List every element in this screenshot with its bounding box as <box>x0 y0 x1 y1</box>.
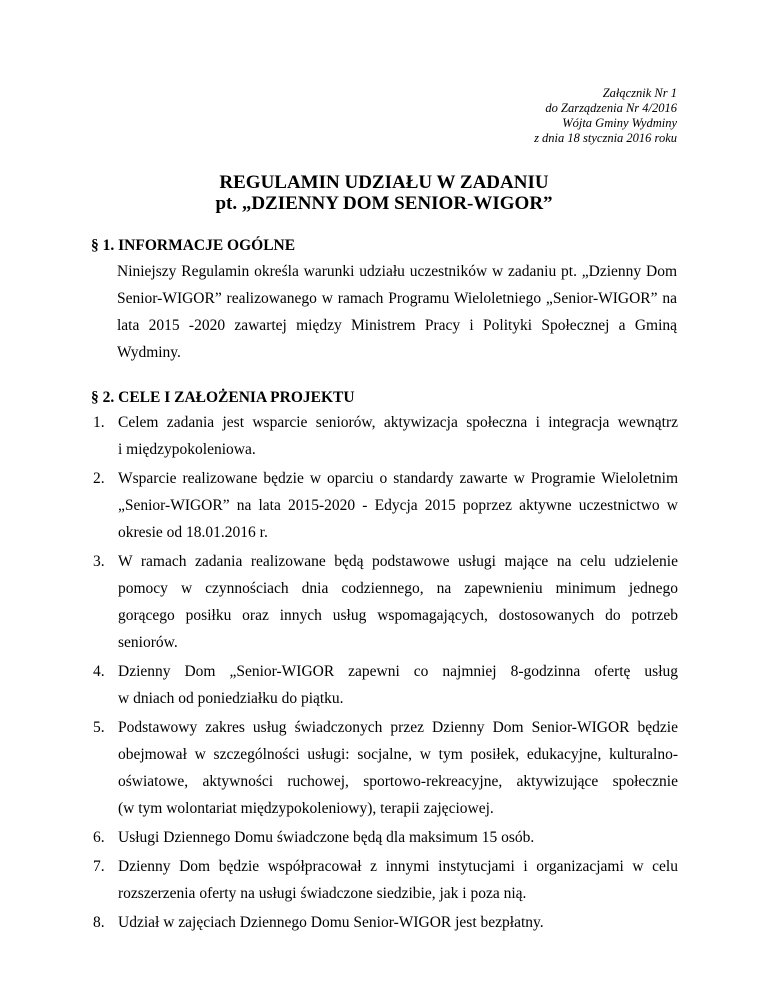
list-item-line: Udział w zajęciach Dziennego Domu Senior-WIGOR jest bezpłatny. <box>118 914 544 931</box>
list-item <box>91 409 678 463</box>
list-item <box>91 853 678 907</box>
list-item-number: 4. <box>93 663 105 680</box>
list-item <box>91 658 678 712</box>
list-item <box>91 548 678 656</box>
paragraph-line: Niniejszy Regulamin określa warunki udziału uczestników w zadaniu pt. „Dzienny Dom <box>117 263 677 280</box>
title-line: pt. „DZIENNY DOM SENIOR-WIGOR” <box>215 193 553 214</box>
list-item-line: Wsparcie realizowane będzie w oparciu o standardy zawarte w Programie Wieloletnim <box>118 470 678 487</box>
section-1-paragraph <box>117 258 677 366</box>
document-title <box>0 172 768 214</box>
section-2-heading: § 2. CELE I ZAŁOŻENIA PROJEKTU <box>91 389 355 406</box>
paragraph-line: Senior-WIGOR” realizowanego w ramach Programu Wieloletniego „Senior-WIGOR” na <box>117 290 677 307</box>
list-item-number: 5. <box>93 719 105 736</box>
list-item <box>91 909 678 936</box>
list-item-number: 1. <box>93 414 105 431</box>
paragraph-line: Wydminy. <box>117 344 181 361</box>
list-item-line: rozszerzenia oferty na usługi świadczone siedzibie, jak i poza nią. <box>118 885 527 902</box>
list-item-line: oświatowe, aktywności ruchowej, sportowo-rekreacyjne, aktywizujące społecznie <box>118 773 678 790</box>
annex-line: z dnia 18 stycznia 2016 roku <box>534 131 677 145</box>
section-2-list <box>91 409 678 938</box>
list-item-line: Celem zadania jest wsparcie seniorów, aktywizacja społeczna i integracja wewnątrz <box>118 414 678 431</box>
list-item-line: pomocy w czynnościach dnia codziennego, na zapewnieniu minimum jednego <box>118 580 678 597</box>
list-item <box>91 824 678 851</box>
list-item-line: gorącego posiłku oraz innych usług wspomagających, dostosowanych do potrzeb <box>118 607 678 624</box>
section-1-heading: § 1. INFORMACJE OGÓLNE <box>91 237 296 254</box>
list-item-line: seniorów. <box>118 634 178 651</box>
annex-note <box>534 86 677 146</box>
list-item-line: (w tym wolontariat międzypokoleniowy), terapii zajęciowej. <box>118 800 494 817</box>
list-item <box>91 714 678 822</box>
list-item-number: 7. <box>93 858 105 875</box>
list-item-number: 3. <box>93 553 105 570</box>
list-item-line: Usługi Dziennego Domu świadczone będą dla maksimum 15 osób. <box>118 829 535 846</box>
list-item-line: Dzienny Dom będzie współpracował z innymi instytucjami i organizacjami w celu <box>118 858 678 875</box>
list-item-number: 2. <box>93 470 105 487</box>
list-item-line: w dniach od poniedziałku do piątku. <box>118 690 344 707</box>
list-item-line: „Senior-WIGOR” na lata 2015-2020 - Edycja 2015 poprzez aktywne uczestnictwo w <box>118 497 678 514</box>
list-item-line: Dzienny Dom „Senior-WIGOR zapewni co najmniej 8-godzinna ofertę usług <box>118 663 678 680</box>
list-item-line: Podstawowy zakres usług świadczonych przez Dzienny Dom Senior-WIGOR będzie <box>118 719 678 736</box>
list-item <box>91 465 678 546</box>
list-item-line: okresie od 18.01.2016 r. <box>118 524 268 541</box>
list-item-number: 8. <box>93 914 105 931</box>
list-item-line: W ramach zadania realizowane będą podstawowe usługi mające na celu udzielenie <box>118 553 678 570</box>
list-item-number: 6. <box>93 829 105 846</box>
list-item-line: i międzypokoleniowa. <box>118 441 256 458</box>
list-item-line: obejmował w szczególności usługi: socjalne, w tym posiłek, edukacyjne, kulturalno- <box>118 746 678 763</box>
annex-line: Wójta Gminy Wydminy <box>562 116 677 130</box>
annex-line: do Zarządzenia Nr 4/2016 <box>545 101 677 115</box>
paragraph-line: lata 2015 -2020 zawartej między Ministrem Pracy i Polityki Społecznej a Gminą <box>117 317 677 334</box>
title-line: REGULAMIN UDZIAŁU W ZADANIU <box>219 172 549 193</box>
annex-line: Załącznik Nr 1 <box>602 86 677 100</box>
